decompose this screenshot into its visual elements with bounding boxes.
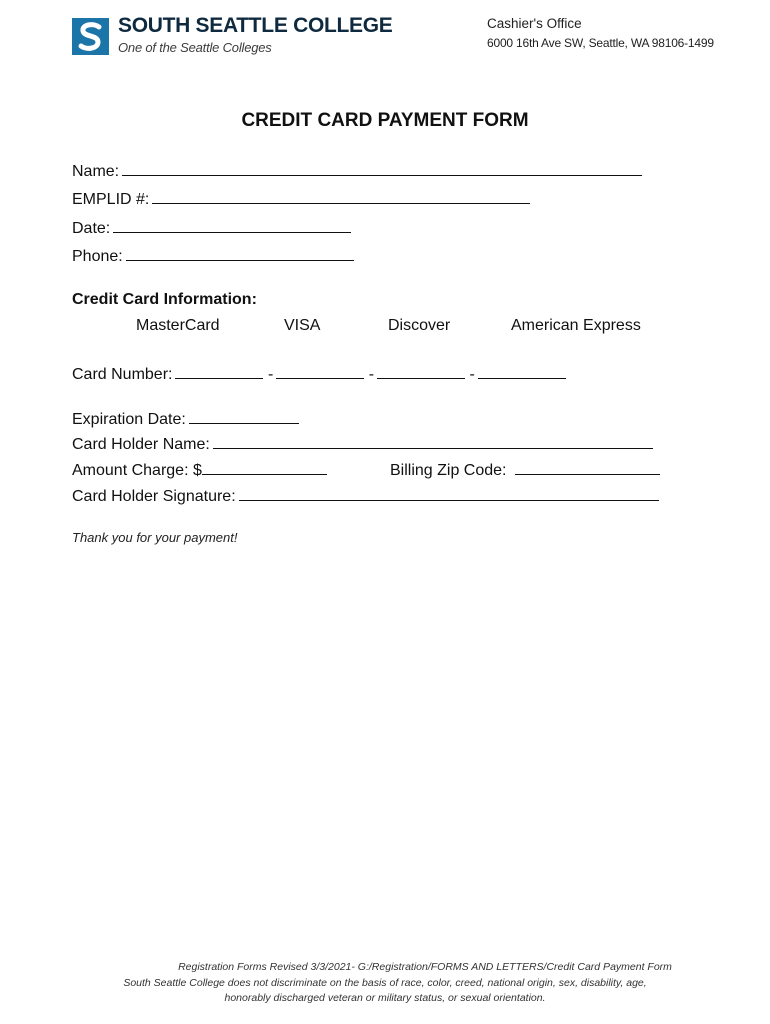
zip-input-line[interactable]	[515, 459, 660, 475]
phone-label: Phone:	[72, 248, 123, 265]
name-label: Name:	[72, 163, 120, 180]
date-label: Date:	[72, 220, 111, 237]
signature-field	[72, 485, 659, 506]
amount-field	[72, 459, 327, 480]
currency-symbol: $	[192, 462, 202, 479]
card-number-separator: -	[267, 366, 274, 383]
card-type-discover[interactable]: Discover	[388, 317, 451, 334]
footer-nondiscrimination-cont: honorably discharged veteran or military status, or sexual orientation.	[224, 992, 546, 1004]
form-title: CREDIT CARD PAYMENT FORM	[241, 110, 529, 131]
card-type-american-express[interactable]: American Express	[511, 317, 641, 334]
amount-input-line[interactable]	[202, 459, 327, 475]
emplid-input-line[interactable]	[152, 188, 530, 204]
holder-name-field	[72, 433, 653, 454]
card-number-label: Card Number:	[72, 366, 173, 383]
holder-name-label: Card Holder Name:	[72, 436, 210, 453]
card-number-group-2[interactable]	[276, 363, 364, 379]
card-number-group-4[interactable]	[478, 363, 566, 379]
name-input-line[interactable]	[122, 160, 642, 176]
thank-you-note: Thank you for your payment!	[72, 530, 238, 545]
credit-card-section-title: Credit Card Information:	[72, 291, 257, 308]
zip-field	[390, 459, 660, 480]
card-number-group-3[interactable]	[377, 363, 465, 379]
footer-revision: Registration Forms Revised 3/3/2021- G:/Registration/FORMS AND LETTERS/Credit Card Payment Form	[178, 961, 672, 973]
card-number-separator: -	[368, 366, 375, 383]
footer-nondiscrimination: South Seattle College does not discriminate on the basis of race, color, creed, national origin, sex, disability, age,	[123, 977, 647, 989]
date-input-line[interactable]	[113, 217, 351, 233]
name-field	[72, 160, 642, 181]
signature-label: Card Holder Signature:	[72, 488, 236, 505]
card-number-field	[72, 363, 566, 384]
expiration-input-line[interactable]	[189, 408, 299, 424]
expiration-label: Expiration Date:	[72, 411, 186, 428]
office-name: Cashier's Office	[487, 16, 582, 31]
holder-name-input-line[interactable]	[213, 433, 653, 449]
expiration-field	[72, 408, 299, 429]
zip-label: Billing Zip Code:	[390, 462, 507, 479]
phone-input-line[interactable]	[126, 245, 354, 261]
emplid-field	[72, 188, 530, 209]
college-tagline: One of the Seattle Colleges	[118, 40, 272, 55]
amount-label: Amount Charge:	[72, 462, 189, 479]
college-name: SOUTH SEATTLE COLLEGE	[118, 14, 393, 37]
college-s-logo-icon	[72, 18, 109, 55]
card-type-mastercard[interactable]: MasterCard	[136, 317, 220, 334]
emplid-label: EMPLID #:	[72, 191, 150, 208]
card-type-visa[interactable]: VISA	[284, 317, 321, 334]
office-address: 6000 16th Ave SW, Seattle, WA 98106-1499	[487, 36, 714, 50]
phone-field	[72, 245, 354, 266]
date-field	[72, 217, 351, 238]
card-number-separator: -	[469, 366, 475, 383]
signature-input-line[interactable]	[239, 485, 659, 501]
card-number-group-1[interactable]	[175, 363, 263, 379]
